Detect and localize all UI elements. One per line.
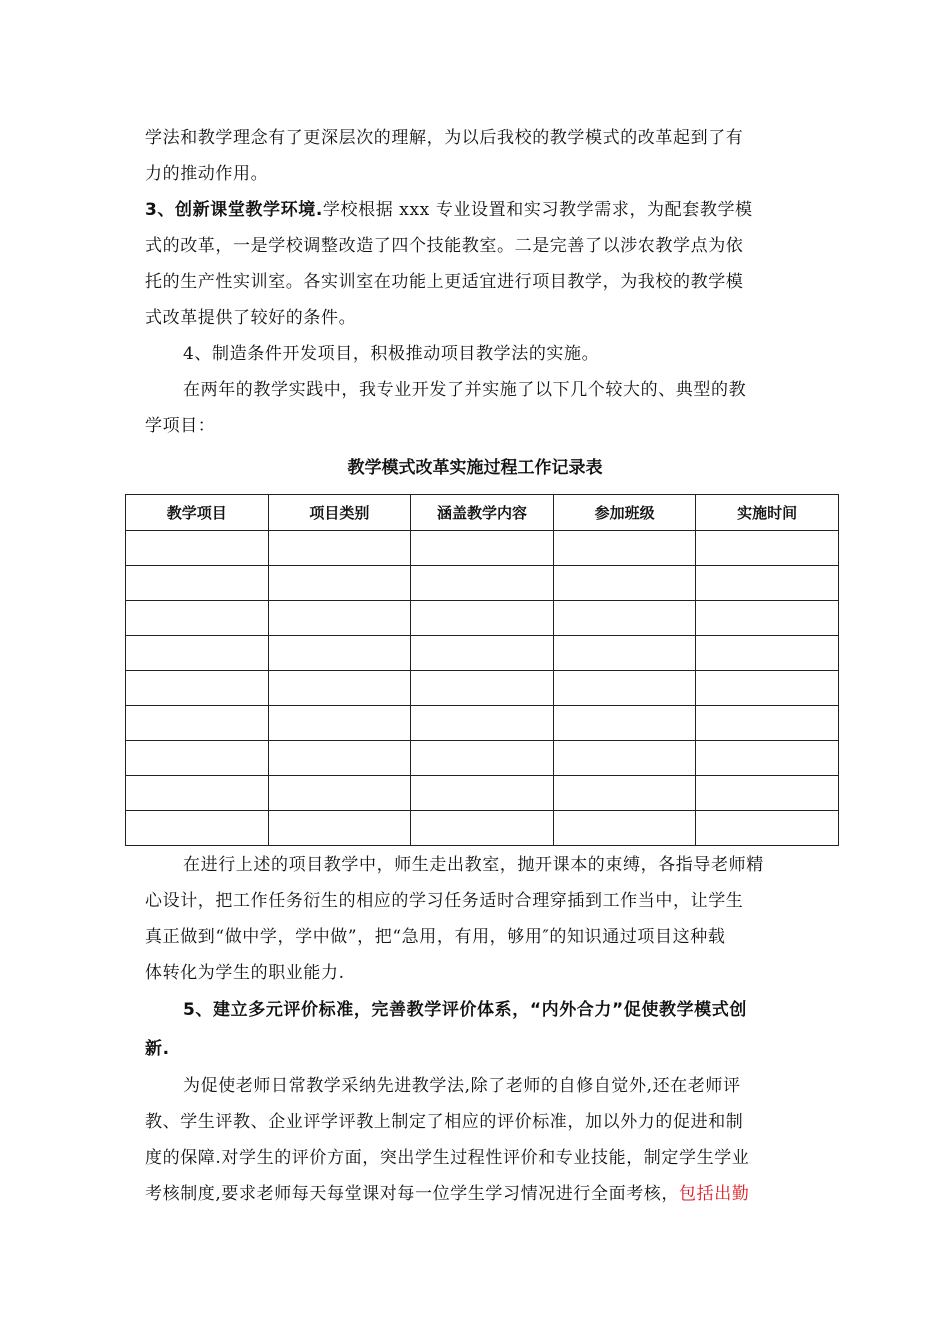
table-cell (126, 531, 269, 566)
table-cell (553, 531, 696, 566)
table-cell (411, 706, 554, 741)
table-cell (411, 566, 554, 601)
table-cell (553, 776, 696, 811)
paragraph-line: 在两年的教学实践中，我专业开发了并实施了以下几个较大的、典型的教 (183, 380, 747, 400)
paragraph-line: 在进行上述的项目教学中，师生走出教室，抛开课本的束缚，各指导老师精 (183, 855, 764, 875)
table-cell (268, 601, 411, 636)
paragraph-line: 力的推动作用。 (145, 164, 269, 184)
paragraph-line: 体转化为学生的职业能力. (145, 963, 345, 983)
column-header: 教学项目 (126, 495, 269, 531)
paragraph-line: 度的保障.对学生的评价方面，突出学生过程性评价和专业技能，制定学生学业 (145, 1148, 750, 1168)
table-cell (126, 671, 269, 706)
table-cell (126, 776, 269, 811)
table-row (126, 776, 839, 811)
table-cell (268, 566, 411, 601)
table-cell (696, 531, 839, 566)
paragraph-text: 考核制度,要求老师每天每堂课对每一位学生学习情况进行全面考核， (145, 1184, 680, 1204)
table-cell (696, 741, 839, 776)
table-cell (411, 776, 554, 811)
table-cell (268, 531, 411, 566)
table-cell (126, 811, 269, 846)
section-3-heading: 3、创新课堂教学环境. (145, 200, 323, 220)
section-4-line: 4、制造条件开发项目，积极推动项目教学法的实施。 (183, 344, 600, 364)
paragraph-line: 教、学生评教、企业评学评教上制定了相应的评价标准，加以外力的促进和制 (145, 1112, 744, 1132)
table-row (126, 531, 839, 566)
table-row (126, 566, 839, 601)
section-5-heading-cont: 新. (145, 1039, 170, 1059)
table-cell (268, 636, 411, 671)
table-row (126, 706, 839, 741)
section-5-heading: 5、建立多元评价标准，完善教学评价体系，“内外合力”促使教学模式创 (183, 1000, 747, 1020)
column-header: 涵盖教学内容 (411, 495, 554, 531)
table-row (126, 741, 839, 776)
table-cell (696, 811, 839, 846)
record-table (125, 494, 839, 846)
column-header: 项目类别 (268, 495, 411, 531)
table-cell (268, 776, 411, 811)
paragraph-line: 为促使老师日常教学采纳先进教学法,除了老师的自修自觉外,还在老师评 (183, 1076, 741, 1096)
table-cell (696, 671, 839, 706)
table-row (126, 636, 839, 671)
table-cell (268, 671, 411, 706)
paragraph-line (145, 1182, 815, 1206)
table-cell (696, 601, 839, 636)
table-cell (553, 811, 696, 846)
paragraph-line: 式的改革，一是学校调整改造了四个技能教室。二是完善了以涉农教学点为依 (145, 236, 744, 256)
table-row (126, 601, 839, 636)
table-cell (553, 706, 696, 741)
table-cell (553, 636, 696, 671)
table-cell (126, 566, 269, 601)
table-cell (696, 776, 839, 811)
table-cell (126, 706, 269, 741)
table-cell (411, 671, 554, 706)
paragraph-line: 托的生产性实训室。各实训室在功能上更适宜进行项目教学，为我校的教学模 (145, 272, 744, 292)
table-cell (411, 636, 554, 671)
table-cell (411, 601, 554, 636)
table-header-row (126, 495, 839, 531)
table-cell (696, 706, 839, 741)
column-header: 参加班级 (553, 495, 696, 531)
table-cell (268, 706, 411, 741)
paragraph-line: 真正做到“做中学，学中做”，把“急用，有用，够用″的知识通过项目这种载 (145, 927, 726, 947)
table-cell (411, 811, 554, 846)
section-3-line (145, 198, 815, 222)
table-cell (553, 671, 696, 706)
paragraph-line: 学项目： (145, 416, 216, 436)
table-caption: 教学模式改革实施过程工作记录表 (347, 458, 603, 478)
table-cell (126, 601, 269, 636)
table-body (126, 531, 839, 846)
table-cell (553, 601, 696, 636)
table-cell (696, 566, 839, 601)
table-row (126, 811, 839, 846)
paragraph-line: 心设计，把工作任务衍生的相应的学习任务适时合理穿插到工作当中，让学生 (145, 891, 744, 911)
paragraph-text: 学校根据 xxx 专业设置和实习教学需求，为配套教学模 (322, 200, 753, 220)
table-cell (411, 531, 554, 566)
table-cell (553, 566, 696, 601)
table-row (126, 671, 839, 706)
table-cell (126, 741, 269, 776)
column-header: 实施时间 (696, 495, 839, 531)
table-cell (411, 741, 554, 776)
table-cell (126, 636, 269, 671)
paragraph-line: 学法和教学理念有了更深层次的理解，为以后我校的教学模式的改革起到了有 (145, 128, 744, 148)
paragraph-line: 式改革提供了较好的条件。 (145, 308, 357, 328)
table-cell (553, 741, 696, 776)
table-cell (696, 636, 839, 671)
table-cell (268, 741, 411, 776)
highlighted-text: 包括出勤 (679, 1184, 750, 1204)
table-cell (268, 811, 411, 846)
